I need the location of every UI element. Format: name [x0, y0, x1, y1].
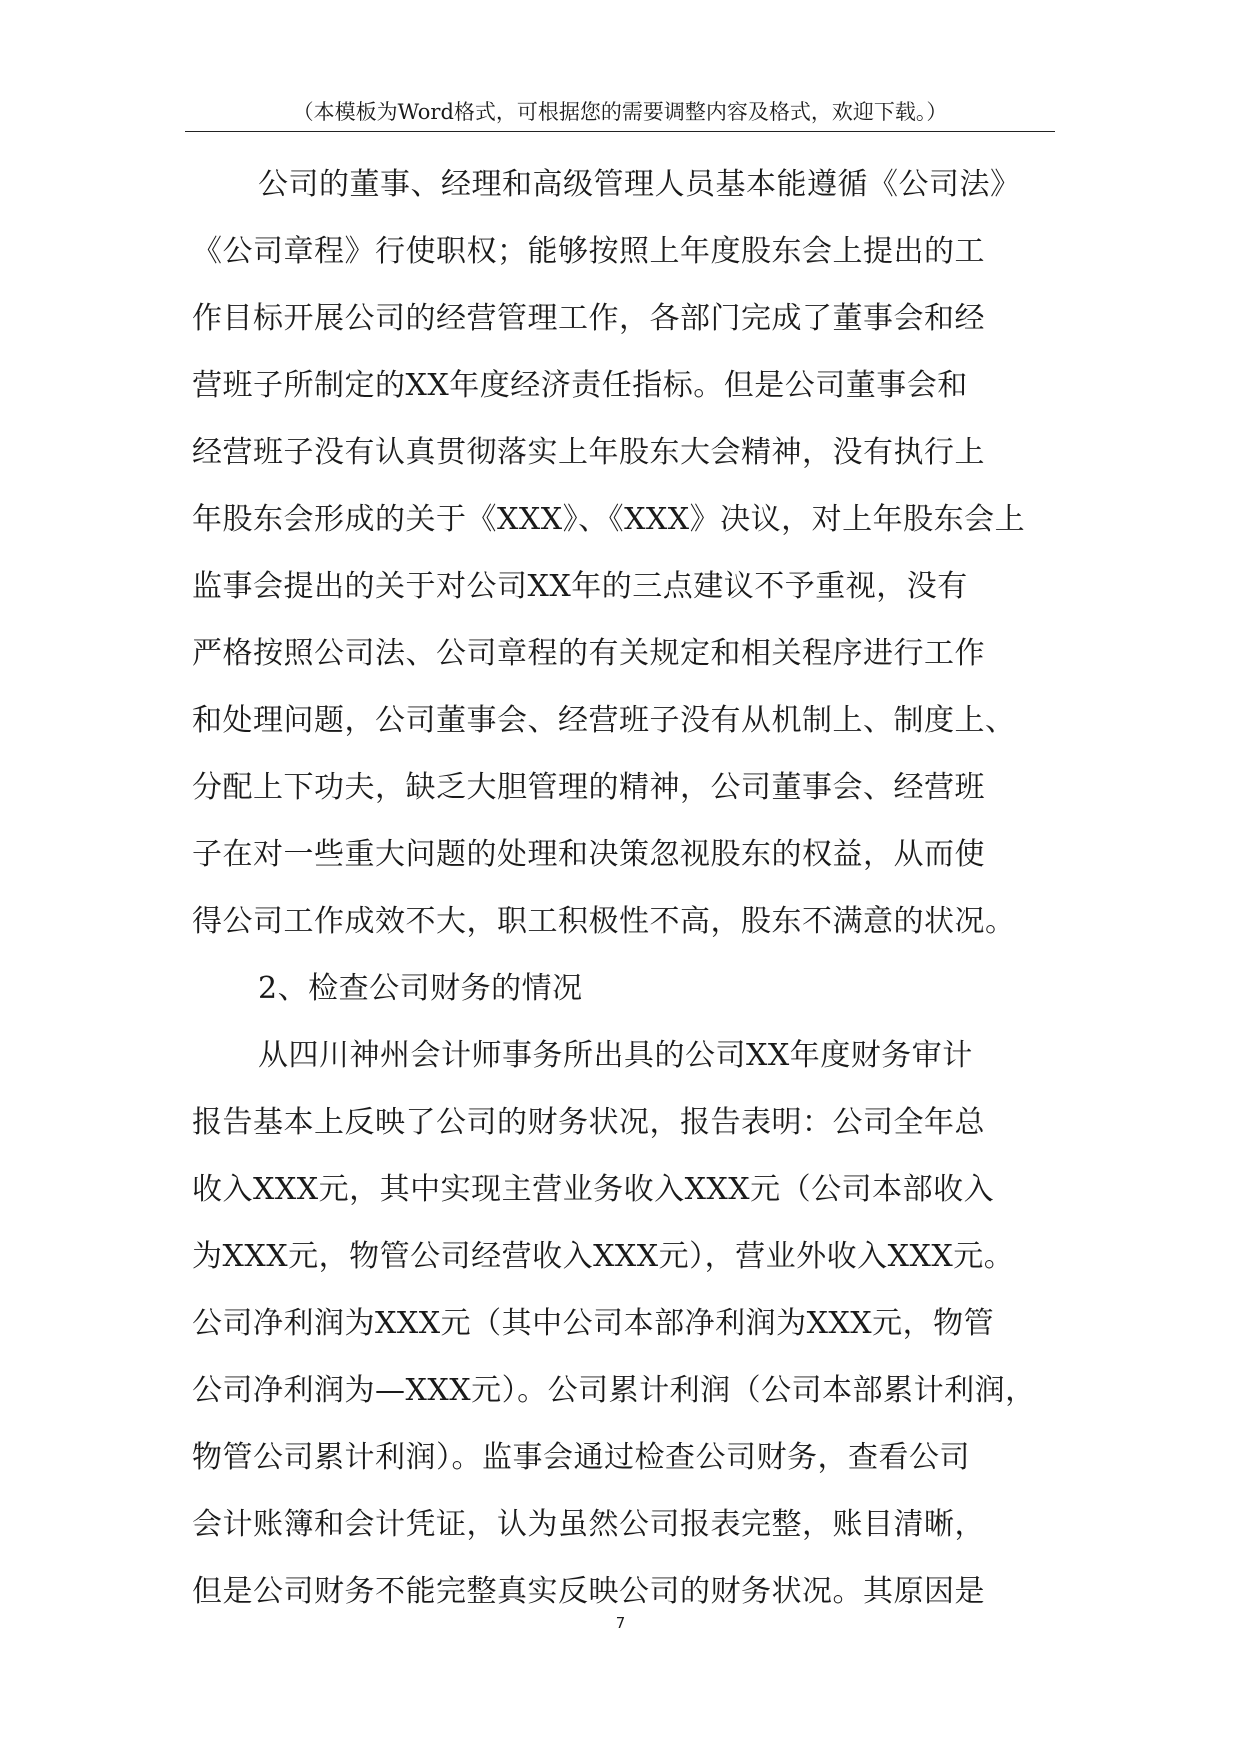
text-line: 经营班子没有认真贯彻落实上年股东大会精神，没有执行上 — [192, 435, 985, 470]
template-note-header: （本模板为Word格式，可根据您的需要调整内容及格式，欢迎下载。） — [292, 100, 948, 124]
text-line: 严格按照公司法、公司章程的有关规定和相关程序进行工作 — [192, 636, 985, 671]
body-text — [192, 162, 1062, 1636]
text-line: 年股东会形成的关于《XXX》、《XXX》决议，对上年股东会上 — [192, 502, 1026, 537]
page-number: 7 — [615, 1614, 626, 1632]
text-line: 分配上下功夫，缺乏大胆管理的精神，公司董事会、经营班 — [192, 770, 985, 805]
text-line: 子在对一些重大问题的处理和决策忽视股东的权益，从而使 — [192, 837, 985, 872]
text-line: 收入XXX元，其中实现主营业务收入XXX元（公司本部收入 — [192, 1172, 995, 1207]
text-line: 从四川神州会计师事务所出具的公司XX年度财务审计 — [258, 1038, 973, 1073]
text-line: 公司净利润为XXX元（其中公司本部净利润为XXX元，物管 — [192, 1306, 995, 1341]
text-line: 会计账簿和会计凭证，认为虽然公司报表完整，账目清晰， — [192, 1507, 985, 1542]
text-line: 得公司工作成效不大，职工积极性不高，股东不满意的状况。 — [192, 904, 1016, 939]
text-line: 《公司章程》行使职权；能够按照上年度股东会上提出的工 — [192, 234, 985, 269]
text-line: 报告基本上反映了公司的财务状况，报告表明：公司全年总 — [192, 1105, 985, 1140]
text-line: 但是公司财务不能完整真实反映公司的财务状况。其原因是 — [192, 1574, 985, 1609]
text-line: 公司净利润为—XXX元）。公司累计利润（公司本部累计利润， — [192, 1373, 1036, 1408]
text-line: 为XXX元，物管公司经营收入XXX元），营业外收入XXX元。 — [192, 1239, 1015, 1274]
text-line: 公司的董事、经理和高级管理人员基本能遵循《公司法》 — [258, 167, 1021, 202]
text-line: 2、检查公司财务的情况 — [258, 971, 583, 1006]
text-line: 作目标开展公司的经营管理工作，各部门完成了董事会和经 — [192, 301, 985, 336]
text-line: 和处理问题，公司董事会、经营班子没有从机制上、制度上、 — [192, 703, 1016, 738]
text-line: 物管公司累计利润）。监事会通过检查公司财务，查看公司 — [192, 1440, 970, 1475]
text-line: 营班子所制定的XX年度经济责任指标。但是公司董事会和 — [192, 368, 968, 403]
header-divider — [185, 131, 1055, 132]
text-line: 监事会提出的关于对公司XX年的三点建议不予重视，没有 — [192, 569, 968, 604]
